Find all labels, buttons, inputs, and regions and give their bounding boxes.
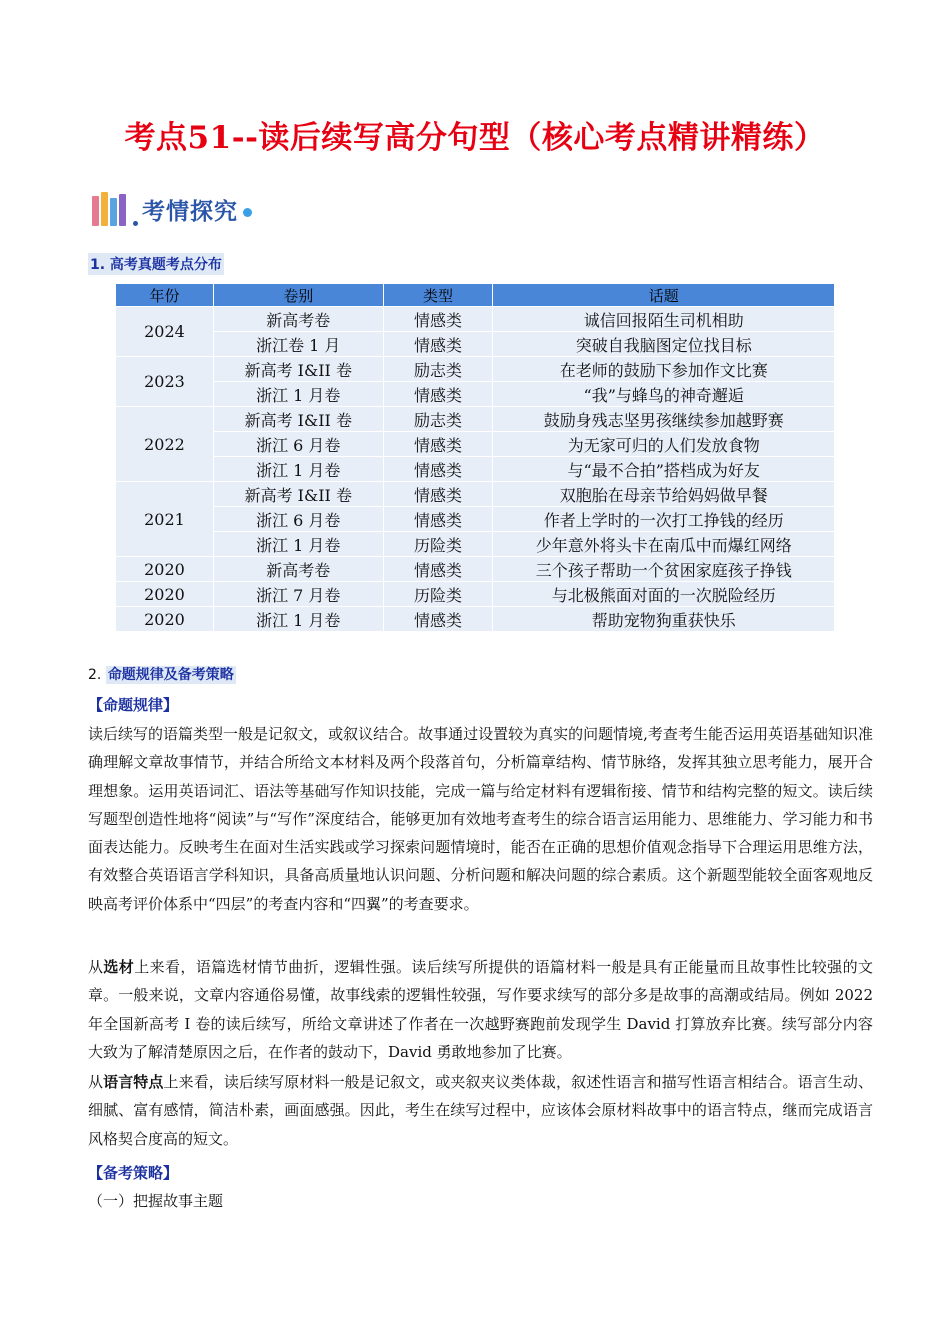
- paper-cell: 新高考卷: [213, 557, 383, 582]
- strategy-label: 【备考策略】: [88, 1164, 179, 1182]
- rule-label: 【命题规律】: [88, 696, 179, 714]
- table-row: [116, 382, 835, 407]
- table-row: [116, 557, 835, 582]
- type-cell: 情感类: [383, 382, 493, 407]
- topic-cell: 鼓励身残志坚男孩继续参加越野赛: [493, 407, 835, 432]
- topic-cell: 三个孩子帮助一个贫困家庭孩子挣钱: [493, 557, 835, 582]
- type-cell: 情感类: [383, 432, 493, 457]
- topic-cell: 少年意外将头卡在南瓜中而爆红网络: [493, 532, 835, 557]
- topic-cell: 帮助宠物狗重获快乐: [493, 607, 835, 632]
- section-heading-text: 命题规律及备考策略: [107, 667, 234, 683]
- language-paragraph: [88, 1068, 873, 1153]
- page-title: 考点51--读后续写高分句型（核心考点精讲精练）: [124, 120, 826, 156]
- topic-cell: 诚信回报陌生司机相助: [493, 307, 835, 332]
- type-cell: 励志类: [383, 357, 493, 382]
- column-header: 年份: [116, 284, 214, 307]
- topic-cell: 突破自我脑图定位找目标: [493, 332, 835, 357]
- topic-cell: “我”与蜂鸟的神奇邂逅: [493, 382, 835, 407]
- paper-cell: 浙江 1 月卷: [213, 457, 383, 482]
- language-prefix: 从: [88, 1073, 104, 1091]
- topic-cell: 为无家可归的人们发放食物: [493, 432, 835, 457]
- table-row: [116, 457, 835, 482]
- table-row: [116, 357, 835, 382]
- paper-cell: 新高考 I&II 卷: [213, 357, 383, 382]
- year-cell: 2024: [116, 307, 214, 357]
- language-keyword: 语言特点: [103, 1073, 164, 1091]
- section-number: 2.: [88, 667, 102, 683]
- banner-title: 考情探究: [142, 198, 238, 225]
- table-row: [116, 332, 835, 357]
- material-paragraph: [88, 953, 873, 1066]
- year-cell: 2021: [116, 482, 214, 557]
- topic-cell: 作者上学时的一次打工挣钱的经历: [493, 507, 835, 532]
- topic-cell: 双胞胎在母亲节给妈妈做早餐: [493, 482, 835, 507]
- paper-cell: 浙江 6 月卷: [213, 432, 383, 457]
- paper-cell: 浙江 6 月卷: [213, 507, 383, 532]
- material-keyword: 选材: [103, 958, 135, 976]
- table-row: [116, 307, 835, 332]
- section-banner: [92, 188, 252, 230]
- paper-cell: 浙江 1 月卷: [213, 382, 383, 407]
- table-row: [116, 507, 835, 532]
- year-cell: 2020: [116, 582, 214, 607]
- type-cell: 情感类: [383, 557, 493, 582]
- table-row: [116, 607, 835, 632]
- column-header: 卷别: [213, 284, 383, 307]
- table-header-row: [116, 284, 835, 307]
- topic-cell: 与北极熊面对面的一次脱险经历: [493, 582, 835, 607]
- year-cell: 2020: [116, 557, 214, 582]
- table-row: [116, 482, 835, 507]
- table-row: [116, 432, 835, 457]
- material-text: 上来看，语篇选材情节曲折，逻辑性强。读后续写所提供的语篇材料一般是具有正能量而且故事性比较强的文章。一般来说，文章内容通俗易懂，故事线索的逻辑性较强，写作要求续写的部分多是故事的高潮或结局。例如 2022 年全国新高考 I 卷的读后续写，所给文章讲述了作者在一次越野赛跑前发现学生 David 打算放弃比赛。续写部分内容大致为了解清楚原因之后，在作者的鼓动下，David 勇敢地参加了比赛。: [88, 958, 873, 1061]
- topic-cell: 在老师的鼓励下参加作文比赛: [493, 357, 835, 382]
- paper-cell: 浙江卷 1 月: [213, 332, 383, 357]
- paper-cell: 新高考 I&II 卷: [213, 482, 383, 507]
- paper-cell: 新高考 I&II 卷: [213, 407, 383, 432]
- strategy-item: （一）把握故事主题: [88, 1192, 224, 1210]
- paper-cell: 新高考卷: [213, 307, 383, 332]
- paper-cell: 浙江 7 月卷: [213, 582, 383, 607]
- type-cell: 情感类: [383, 507, 493, 532]
- language-text: 上来看，读后续写原材料一般是记叙文，或夹叙夹议类体裁，叙述性语言和描写性语言相结合。语言生动、细腻、富有感情，简洁朴素，画面感强。因此，考生在续写过程中，应该体会原材料故事中的语言特点，继而完成语言风格契合度高的短文。: [88, 1073, 873, 1148]
- books-icon: [92, 192, 128, 226]
- type-cell: 情感类: [383, 457, 493, 482]
- column-header: 话题: [493, 284, 835, 307]
- year-cell: 2023: [116, 357, 214, 407]
- year-cell: 2022: [116, 407, 214, 482]
- dot-icon: [133, 221, 138, 226]
- table-row: [116, 407, 835, 432]
- dot-icon: [243, 208, 252, 217]
- type-cell: 情感类: [383, 607, 493, 632]
- paper-cell: 浙江 1 月卷: [213, 532, 383, 557]
- type-cell: 励志类: [383, 407, 493, 432]
- column-header: 类型: [383, 284, 493, 307]
- section-heading-2: [88, 664, 236, 684]
- type-cell: 情感类: [383, 307, 493, 332]
- exam-table: [115, 283, 835, 632]
- type-cell: 历险类: [383, 582, 493, 607]
- type-cell: 情感类: [383, 482, 493, 507]
- material-prefix: 从: [88, 958, 104, 976]
- type-cell: 历险类: [383, 532, 493, 557]
- rule-paragraph: 读后续写的语篇类型一般是记叙文，或叙议结合。故事通过设置较为真实的问题情境,考查考生能否运用英语基础知识准确理解文章故事情节，并结合所给文本材料及两个段落首句，分析篇章结构、情节脉络，发挥其独立思考能力，展开合理想象。运用英语词汇、语法等基础写作知识技能，完成一篇与给定材料有逻辑衔接、情节和结构完整的短文。读后续写题型创造性地将“阅读”与“写作”深度结合，能够更加有效地考查考生的综合语言运用能力、思维能力、学习能力和书面表达能力。反映考生在面对生活实践或学习探索问题情境时，能否在正确的思想价值观念指导下合理运用思维方法，有效整合英语语言学科知识，具备高质量地认识问题、分析问题和解决问题的综合素质。这个新题型能较全面客观地反映高考评价体系中“四层”的考查内容和“四翼”的考查要求。: [88, 725, 873, 913]
- year-cell: 2020: [116, 607, 214, 632]
- type-cell: 情感类: [383, 332, 493, 357]
- table-row: [116, 582, 835, 607]
- table-row: [116, 532, 835, 557]
- paper-cell: 浙江 1 月卷: [213, 607, 383, 632]
- section-heading: 1. 高考真题考点分布: [88, 253, 224, 275]
- topic-cell: 与“最不合拍”搭档成为好友: [493, 457, 835, 482]
